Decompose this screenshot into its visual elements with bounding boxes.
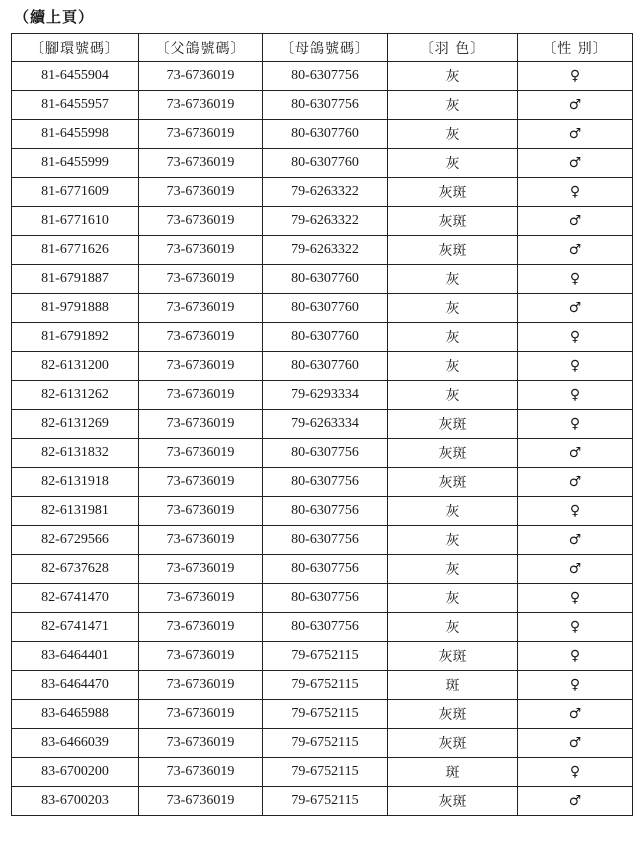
sex-symbol-cell: ♀ — [518, 323, 633, 352]
feather-color-cell: 灰斑 — [388, 178, 518, 207]
table-row — [12, 91, 633, 120]
table-row — [12, 526, 633, 555]
table-row — [12, 613, 633, 642]
table-row — [12, 700, 633, 729]
dam-number-cell: 80-6307760 — [263, 120, 388, 149]
sex-symbol-cell: ♂ — [518, 700, 633, 729]
dam-number-cell: 80-6307760 — [263, 323, 388, 352]
ring-number-cell: 82-6131981 — [12, 497, 139, 526]
sire-number-cell: 73-6736019 — [139, 62, 263, 91]
feather-color-cell: 灰斑 — [388, 729, 518, 758]
feather-color-cell: 斑 — [388, 671, 518, 700]
sire-number-cell: 73-6736019 — [139, 91, 263, 120]
header-sex: 〔性 別〕 — [518, 34, 633, 62]
table-row — [12, 468, 633, 497]
feather-color-cell: 灰斑 — [388, 787, 518, 816]
pigeon-records-table — [11, 33, 633, 816]
table-row — [12, 294, 633, 323]
ring-number-cell: 81-6791892 — [12, 323, 139, 352]
ring-number-cell: 83-6466039 — [12, 729, 139, 758]
ring-number-cell: 81-6455999 — [12, 149, 139, 178]
dam-number-cell: 79-6752115 — [263, 642, 388, 671]
sex-symbol-cell: ♀ — [518, 265, 633, 294]
feather-color-cell: 灰 — [388, 62, 518, 91]
dam-number-cell: 80-6307760 — [263, 352, 388, 381]
sex-symbol-cell: ♂ — [518, 207, 633, 236]
table-row — [12, 178, 633, 207]
table-row — [12, 381, 633, 410]
sex-symbol-cell: ♂ — [518, 91, 633, 120]
sex-symbol-cell: ♂ — [518, 439, 633, 468]
feather-color-cell: 灰 — [388, 555, 518, 584]
sex-symbol-cell: ♂ — [518, 120, 633, 149]
sex-symbol-cell: ♂ — [518, 468, 633, 497]
ring-number-cell: 82-6741471 — [12, 613, 139, 642]
dam-number-cell: 80-6307756 — [263, 497, 388, 526]
table-body — [12, 62, 633, 816]
sire-number-cell: 73-6736019 — [139, 642, 263, 671]
dam-number-cell: 79-6752115 — [263, 758, 388, 787]
sire-number-cell: 73-6736019 — [139, 352, 263, 381]
feather-color-cell: 灰 — [388, 584, 518, 613]
sex-symbol-cell: ♂ — [518, 149, 633, 178]
dam-number-cell: 79-6263322 — [263, 236, 388, 265]
ring-number-cell: 82-6131262 — [12, 381, 139, 410]
dam-number-cell: 79-6263322 — [263, 207, 388, 236]
table-row — [12, 497, 633, 526]
dam-number-cell: 79-6752115 — [263, 700, 388, 729]
sire-number-cell: 73-6736019 — [139, 555, 263, 584]
ring-number-cell: 83-6464470 — [12, 671, 139, 700]
ring-number-cell: 82-6131200 — [12, 352, 139, 381]
ring-number-cell: 82-6737628 — [12, 555, 139, 584]
table-row — [12, 758, 633, 787]
dam-number-cell: 80-6307756 — [263, 555, 388, 584]
table-row — [12, 642, 633, 671]
dam-number-cell: 80-6307760 — [263, 294, 388, 323]
dam-number-cell: 80-6307756 — [263, 91, 388, 120]
sire-number-cell: 73-6736019 — [139, 787, 263, 816]
table-row — [12, 729, 633, 758]
sex-symbol-cell: ♀ — [518, 584, 633, 613]
sex-symbol-cell: ♂ — [518, 787, 633, 816]
sex-symbol-cell: ♀ — [518, 410, 633, 439]
feather-color-cell: 灰 — [388, 265, 518, 294]
sex-symbol-cell: ♀ — [518, 497, 633, 526]
table-row — [12, 439, 633, 468]
feather-color-cell: 灰斑 — [388, 700, 518, 729]
continued-caption: （續上頁） — [14, 8, 95, 26]
table-row — [12, 62, 633, 91]
feather-color-cell: 灰 — [388, 352, 518, 381]
table-row — [12, 149, 633, 178]
table-row — [12, 265, 633, 294]
sire-number-cell: 73-6736019 — [139, 700, 263, 729]
sex-symbol-cell: ♀ — [518, 62, 633, 91]
header-ring-number: 〔腳環號碼〕 — [12, 34, 139, 62]
sire-number-cell: 73-6736019 — [139, 497, 263, 526]
feather-color-cell: 灰斑 — [388, 468, 518, 497]
ring-number-cell: 82-6741470 — [12, 584, 139, 613]
sire-number-cell: 73-6736019 — [139, 178, 263, 207]
sex-symbol-cell: ♂ — [518, 236, 633, 265]
feather-color-cell: 灰斑 — [388, 207, 518, 236]
sire-number-cell: 73-6736019 — [139, 584, 263, 613]
dam-number-cell: 80-6307756 — [263, 468, 388, 497]
header-dam-number: 〔母鴿號碼〕 — [263, 34, 388, 62]
sire-number-cell: 73-6736019 — [139, 120, 263, 149]
sex-symbol-cell: ♀ — [518, 758, 633, 787]
header-sire-number: 〔父鴿號碼〕 — [139, 34, 263, 62]
table-row — [12, 352, 633, 381]
dam-number-cell: 80-6307756 — [263, 613, 388, 642]
sire-number-cell: 73-6736019 — [139, 294, 263, 323]
feather-color-cell: 灰 — [388, 294, 518, 323]
sex-symbol-cell: ♂ — [518, 526, 633, 555]
sire-number-cell: 73-6736019 — [139, 526, 263, 555]
sire-number-cell: 73-6736019 — [139, 613, 263, 642]
dam-number-cell: 80-6307756 — [263, 62, 388, 91]
sex-symbol-cell: ♀ — [518, 381, 633, 410]
dam-number-cell: 80-6307756 — [263, 584, 388, 613]
ring-number-cell: 81-6771610 — [12, 207, 139, 236]
table-row — [12, 671, 633, 700]
sire-number-cell: 73-6736019 — [139, 439, 263, 468]
ring-number-cell: 83-6464401 — [12, 642, 139, 671]
feather-color-cell: 灰 — [388, 91, 518, 120]
sex-symbol-cell: ♂ — [518, 294, 633, 323]
dam-number-cell: 80-6307756 — [263, 439, 388, 468]
feather-color-cell: 灰斑 — [388, 642, 518, 671]
feather-color-cell: 灰斑 — [388, 410, 518, 439]
ring-number-cell: 82-6729566 — [12, 526, 139, 555]
ring-number-cell: 83-6700203 — [12, 787, 139, 816]
ring-number-cell: 81-6771609 — [12, 178, 139, 207]
feather-color-cell: 灰 — [388, 120, 518, 149]
ring-number-cell: 81-6791887 — [12, 265, 139, 294]
dam-number-cell: 79-6263334 — [263, 410, 388, 439]
sex-symbol-cell: ♀ — [518, 178, 633, 207]
table-row — [12, 236, 633, 265]
table-row — [12, 584, 633, 613]
ring-number-cell: 81-6455957 — [12, 91, 139, 120]
sex-symbol-cell: ♀ — [518, 352, 633, 381]
dam-number-cell: 79-6752115 — [263, 729, 388, 758]
sex-symbol-cell: ♀ — [518, 613, 633, 642]
sex-symbol-cell: ♂ — [518, 555, 633, 584]
feather-color-cell: 灰 — [388, 497, 518, 526]
sex-symbol-cell: ♀ — [518, 642, 633, 671]
sire-number-cell: 73-6736019 — [139, 236, 263, 265]
table-row — [12, 207, 633, 236]
sex-symbol-cell: ♀ — [518, 671, 633, 700]
table-row — [12, 120, 633, 149]
dam-number-cell: 80-6307760 — [263, 149, 388, 178]
table-row — [12, 787, 633, 816]
feather-color-cell: 灰 — [388, 381, 518, 410]
sire-number-cell: 73-6736019 — [139, 729, 263, 758]
ring-number-cell: 82-6131918 — [12, 468, 139, 497]
sire-number-cell: 73-6736019 — [139, 323, 263, 352]
ring-number-cell: 82-6131832 — [12, 439, 139, 468]
dam-number-cell: 80-6307756 — [263, 526, 388, 555]
ring-number-cell: 81-6455998 — [12, 120, 139, 149]
sire-number-cell: 73-6736019 — [139, 149, 263, 178]
ring-number-cell: 83-6700200 — [12, 758, 139, 787]
ring-number-cell: 81-6455904 — [12, 62, 139, 91]
sire-number-cell: 73-6736019 — [139, 671, 263, 700]
sire-number-cell: 73-6736019 — [139, 468, 263, 497]
feather-color-cell: 灰斑 — [388, 236, 518, 265]
feather-color-cell: 灰 — [388, 149, 518, 178]
dam-number-cell: 79-6752115 — [263, 787, 388, 816]
sire-number-cell: 73-6736019 — [139, 207, 263, 236]
dam-number-cell: 79-6293334 — [263, 381, 388, 410]
feather-color-cell: 斑 — [388, 758, 518, 787]
feather-color-cell: 灰 — [388, 613, 518, 642]
ring-number-cell: 81-6771626 — [12, 236, 139, 265]
dam-number-cell: 79-6752115 — [263, 671, 388, 700]
ring-number-cell: 82-6131269 — [12, 410, 139, 439]
table-row — [12, 410, 633, 439]
table-row — [12, 323, 633, 352]
feather-color-cell: 灰斑 — [388, 439, 518, 468]
sire-number-cell: 73-6736019 — [139, 265, 263, 294]
sire-number-cell: 73-6736019 — [139, 410, 263, 439]
sire-number-cell: 73-6736019 — [139, 758, 263, 787]
sex-symbol-cell: ♂ — [518, 729, 633, 758]
ring-number-cell: 81-9791888 — [12, 294, 139, 323]
header-feather-color: 〔羽 色〕 — [388, 34, 518, 62]
sire-number-cell: 73-6736019 — [139, 381, 263, 410]
dam-number-cell: 80-6307760 — [263, 265, 388, 294]
feather-color-cell: 灰 — [388, 323, 518, 352]
feather-color-cell: 灰 — [388, 526, 518, 555]
ring-number-cell: 83-6465988 — [12, 700, 139, 729]
table-row — [12, 555, 633, 584]
dam-number-cell: 79-6263322 — [263, 178, 388, 207]
header-row — [12, 34, 633, 62]
